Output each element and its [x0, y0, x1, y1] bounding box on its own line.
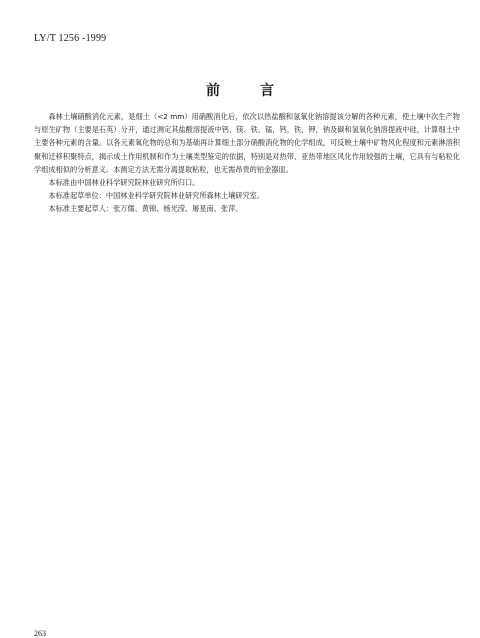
paragraph-drafters: 本标准主要起草人：张万儒、黄锦、杨光滢、屠星南、张萍。	[48, 204, 243, 214]
paragraph-proposer: 本标准由中国林业科学研究院林业研究所归口。	[48, 178, 200, 188]
foreword-body	[34, 110, 460, 216]
paragraph-method-description: 森林土壤硝酸消化元素，是细土（<2 mm）用硝酸消化后，依次以热盐酸和氢氧化钠溶提该分解的各种元素，使土壤中次生产物与原生矿物（主要是石英）分开，通过测定其盐酸溶提液中钙、镁、铁、锰，钙，铁，钾，钠及碳和氢氧化钠溶提液中硅，计算细土中主要各种元素的含量。以各元素氧化物的总和为基础再计算细土部分硝酸消化物的化学组成，可反映土壤中矿物风化程度和元素淋溶积聚和迁移积聚特点，揭示成土作用机制和作为土壤类型鉴定的依据，特别是对热带、亚热带地区风化作用较强的土壤，它具有与粘粒化学组成相似的分析意义。本测定方法无需分离提取粘粒，也无需昂贵的铂金器皿。	[34, 112, 460, 174]
section-title: 前言	[206, 83, 314, 99]
page-number: 263	[34, 629, 46, 638]
paragraph-drafting-unit: 本标准起草单位：中国林业科学研究院林业研究所森林土壤研究室。	[48, 191, 265, 201]
standard-code: LY/T 1256 -1999	[34, 33, 107, 44]
